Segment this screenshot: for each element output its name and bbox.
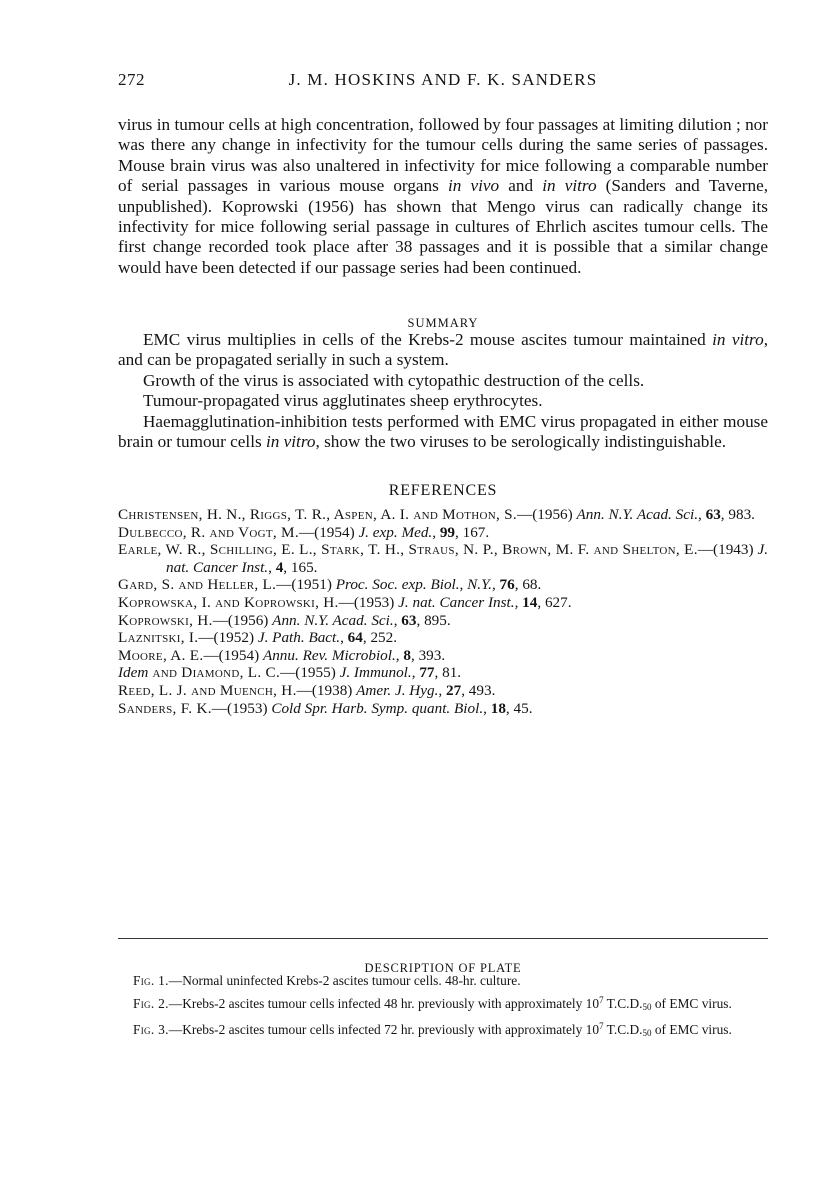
figure-label: Fig. 3.	[133, 1022, 169, 1038]
reference-item: Dulbecco, R. and Vogt, M.—(1954) J. exp. Med., 99, 167.	[118, 523, 490, 541]
caption-text: of EMC virus.	[651, 1022, 732, 1038]
italic-run: in vivo	[447, 176, 500, 196]
ref-journal: Cold Spr. Harb. Symp. quant. Biol.	[271, 699, 484, 717]
ref-year: —(1954)	[203, 646, 260, 664]
ref-page: , 895.	[416, 611, 451, 629]
summary-paragraph-4	[118, 412, 768, 453]
ref-page: , 165.	[283, 558, 318, 576]
continued-paragraph	[118, 115, 768, 278]
ref-authors: Earle, W. R., Schilling, E. L., Stark, T. H., Straus, N. P., Brown, M. F. and Shelton, E.	[118, 541, 698, 559]
ref-volume: 77	[419, 664, 435, 682]
subscript: 50	[642, 1028, 652, 1039]
references-heading: REFERENCES	[388, 482, 498, 499]
ref-authors: Moore, A. E.	[118, 646, 204, 664]
caption-text: T.C.D.	[603, 995, 643, 1011]
ref-page: , 81.	[434, 664, 462, 682]
ref-year: —(1956)	[212, 611, 269, 629]
ref-volume: 8	[403, 646, 411, 664]
subscript: 50	[642, 1001, 652, 1012]
figure-caption-1	[133, 973, 768, 989]
caption-text: —Krebs-2 ascites tumour cells infected 72 hr. previously with approximately 10	[168, 1022, 600, 1038]
reference-item: Sanders, F. K.—(1953) Cold Spr. Harb. Symp. quant. Biol., 18, 45.	[118, 699, 533, 717]
ref-year: —(1953)	[338, 593, 395, 611]
caption-text: —Normal uninfected Krebs-2 ascites tumour cells. 48-hr. culture.	[168, 973, 521, 988]
ref-volume: 63	[705, 506, 721, 523]
reference-item: Reed, L. J. and Muench, H.—(1938) Amer. J. Hyg., 27, 493.	[118, 681, 496, 699]
ref-page: , 393.	[410, 646, 446, 664]
reference-item: Idem and Diamond, L. C.—(1955) J. Immunol., 77, 81.	[118, 664, 462, 682]
ref-page: , 68.	[514, 576, 542, 594]
ref-volume: 64	[347, 629, 363, 647]
ref-volume: 18	[490, 699, 506, 717]
ref-journal: J. exp. Med.	[358, 523, 433, 541]
summary-heading: SUMMARY	[407, 316, 479, 330]
ref-authors: and Diamond, L. C.	[148, 664, 281, 682]
summary-section	[118, 330, 768, 452]
text-run: (Sanders and Taverne, unpublished). Koprowski (1956) has shown that Mengo virus can radically change its infectivity for mice following serial passage in cultures of Ehrlich ascites tumour cells. The first change recorded took place after 38 passages and it is possible that a similar change would have been detected if our passage series had been continued.	[118, 176, 768, 277]
ref-page: , 45.	[505, 699, 533, 717]
caption-text: —Krebs-2 ascites tumour cells infected 48 hr. previously with approximately 10	[168, 995, 600, 1011]
reference-list	[118, 506, 768, 717]
superscript: 7	[599, 1021, 604, 1032]
ref-authors: Koprowski, H.	[118, 611, 213, 629]
reference-item: Koprowska, I. and Koprowski, H.—(1953) J. nat. Cancer Inst., 14, 627.	[118, 593, 572, 611]
ref-authors: Sanders, F. K.	[118, 699, 212, 717]
ref-page: , 252.	[362, 629, 398, 647]
ref-journal: Proc. Soc. exp. Biol., N.Y.	[335, 576, 492, 594]
ref-journal: Ann. N.Y. Acad. Sci.	[576, 506, 699, 523]
italic-run: in vitro	[542, 176, 597, 196]
summary-paragraph-2: Growth of the virus is associated with cytopathic destruction of the cells.	[143, 370, 645, 390]
ref-journal: J. nat. Cancer Inst.	[398, 593, 515, 611]
text-run: virus in tumour cells at high concentration, followed by four passages at limiting dilution ; nor was there any change in infectivity for the tumour cells during the same series of passages. Mouse brain virus was also unaltered in infectivity for mice following a comparable number of serial passages in various mouse organs	[118, 115, 768, 196]
ref-year: —(1953)	[211, 699, 268, 717]
reference-item: Earle, W. R., Schilling, E. L., Stark, T. H., Straus, N. P., Brown, M. F. and Shelton, E.—(1943) J. nat. Cancer Inst., 4, 165.	[118, 541, 768, 576]
ref-journal: Ann. N.Y. Acad. Sci.	[272, 611, 394, 629]
ref-journal: Amer. J. Hyg.	[356, 681, 439, 699]
reference-item: Moore, A. E.—(1954) Annu. Rev. Microbiol., 8, 393.	[118, 646, 446, 664]
ref-authors: Laznitski, I.	[118, 629, 199, 647]
ref-year: —(1951)	[276, 576, 332, 594]
superscript: 7	[599, 994, 604, 1005]
caption-text: of EMC virus.	[651, 995, 732, 1011]
ref-year: —(1938)	[296, 681, 353, 699]
text-run: , show the two viruses to be serologically indistinguishable.	[315, 432, 727, 452]
text-run: and	[499, 176, 543, 196]
ref-volume: 27	[446, 681, 462, 699]
figure-label: Fig. 2.	[133, 995, 169, 1011]
figure-caption-2	[133, 993, 768, 1016]
ref-year: —(1943)	[697, 541, 754, 559]
ref-page: , 983.	[720, 506, 755, 523]
text-run: EMC virus multiplies in cells of the Krebs-2 mouse ascites tumour maintained	[143, 330, 713, 349]
ref-volume: 4	[275, 558, 284, 576]
text-run: , and can be propagated serially in such a system.	[118, 330, 768, 370]
ref-year: —(1955)	[280, 664, 336, 682]
ref-journal: Annu. Rev. Microbiol.	[262, 646, 396, 664]
text-run: Haemagglutination-inhibition tests performed with EMC virus propagated in either mouse brain or tumour cells	[118, 411, 768, 452]
caption-text: T.C.D.	[603, 1022, 643, 1038]
italic-run: in vitro	[712, 330, 764, 349]
running-title: J. M. HOSKINS AND F. K. SANDERS	[288, 70, 598, 89]
ref-volume: 63	[401, 611, 417, 629]
figure-label: Fig. 1.	[133, 973, 169, 988]
page-number: 272	[118, 70, 145, 89]
plate-divider-rule	[118, 938, 768, 939]
ref-authors: Koprowska, I. and Koprowski, H.	[118, 593, 339, 611]
ref-journal: J. Immunol.	[339, 664, 412, 682]
ref-year: —(1956)	[517, 506, 573, 523]
ref-authors: Christensen, H. N., Riggs, T. R., Aspen, A. I. and Mothon, S.	[118, 506, 518, 523]
ref-volume: 99	[439, 523, 456, 541]
ref-journal: J. nat. Cancer Inst.	[166, 541, 768, 576]
body-paragraph	[118, 115, 768, 278]
ref-year: —(1954)	[298, 523, 355, 541]
summary-paragraph-1	[118, 330, 768, 371]
running-head	[118, 70, 768, 94]
summary-paragraph-3: Tumour-propagated virus agglutinates sheep erythrocytes.	[143, 391, 543, 411]
reference-item: Laznitski, I.—(1952) J. Path. Bact., 64, 252.	[118, 629, 398, 647]
ref-page: , 167.	[455, 523, 490, 541]
plate-heading: DESCRIPTION OF PLATE	[364, 961, 522, 975]
ref-idem: Idem	[118, 664, 149, 682]
ref-authors: Gard, S. and Heller, L.	[118, 576, 277, 594]
reference-item: Gard, S. and Heller, L.—(1951) Proc. Soc. exp. Biol., N.Y., 76, 68.	[118, 576, 542, 594]
italic-run: in vitro	[265, 432, 316, 452]
ref-authors: Dulbecco, R. and Vogt, M.	[118, 523, 299, 541]
reference-item: Christensen, H. N., Riggs, T. R., Aspen, A. I. and Mothon, S.—(1956) Ann. N.Y. Acad. Sci., 63, 983.	[118, 506, 755, 523]
figure-caption-3	[133, 1019, 768, 1042]
ref-volume: 76	[499, 576, 515, 594]
ref-page: , 493.	[461, 681, 496, 699]
ref-journal: J. Path. Bact.	[257, 629, 341, 647]
ref-authors: Reed, L. J. and Muench, H.	[118, 681, 297, 699]
ref-page: , 627.	[537, 593, 572, 611]
ref-year: —(1952)	[198, 629, 255, 647]
ref-volume: 14	[522, 593, 538, 611]
plate-captions	[133, 973, 768, 1046]
reference-item: Koprowski, H.—(1956) Ann. N.Y. Acad. Sci., 63, 895.	[118, 611, 451, 629]
